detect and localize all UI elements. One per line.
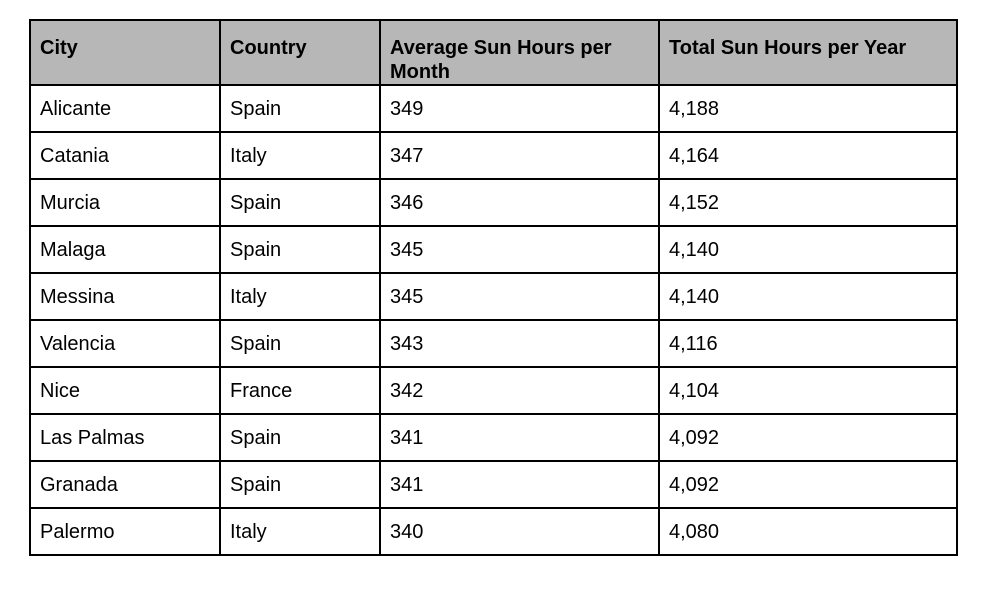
cell-country: Italy	[220, 132, 380, 179]
cell-total: 4,092	[659, 461, 957, 508]
cell-country: Italy	[220, 508, 380, 555]
header-row	[30, 20, 957, 85]
cell-average: 341	[380, 414, 659, 461]
cell-total: 4,080	[659, 508, 957, 555]
cell-total: 4,140	[659, 273, 957, 320]
table-row	[30, 508, 957, 555]
cell-city: Messina	[30, 273, 220, 320]
cell-total: 4,092	[659, 414, 957, 461]
cell-country: Spain	[220, 179, 380, 226]
cell-total: 4,116	[659, 320, 957, 367]
cell-average: 349	[380, 85, 659, 132]
cell-average: 342	[380, 367, 659, 414]
cell-country: Spain	[220, 320, 380, 367]
cell-average: 341	[380, 461, 659, 508]
cell-city: Granada	[30, 461, 220, 508]
cell-city: Valencia	[30, 320, 220, 367]
table-row	[30, 320, 957, 367]
table-header	[30, 20, 957, 85]
cell-total: 4,164	[659, 132, 957, 179]
cell-country: Italy	[220, 273, 380, 320]
table-row	[30, 179, 957, 226]
cell-average: 340	[380, 508, 659, 555]
cell-total: 4,140	[659, 226, 957, 273]
table-row	[30, 273, 957, 320]
header-total-sun-hours: Total Sun Hours per Year	[659, 20, 957, 85]
cell-city: Palermo	[30, 508, 220, 555]
cell-city: Murcia	[30, 179, 220, 226]
cell-average: 343	[380, 320, 659, 367]
table-row	[30, 132, 957, 179]
cell-city: Malaga	[30, 226, 220, 273]
cell-average: 345	[380, 226, 659, 273]
cell-city: Nice	[30, 367, 220, 414]
cell-average: 346	[380, 179, 659, 226]
cell-total: 4,152	[659, 179, 957, 226]
cell-average: 345	[380, 273, 659, 320]
cell-country: Spain	[220, 414, 380, 461]
cell-city: Las Palmas	[30, 414, 220, 461]
table-row	[30, 414, 957, 461]
header-country: Country	[220, 20, 380, 85]
table-body	[30, 85, 957, 555]
table-row	[30, 367, 957, 414]
table-row	[30, 85, 957, 132]
table-row	[30, 461, 957, 508]
cell-total: 4,188	[659, 85, 957, 132]
table-row	[30, 226, 957, 273]
header-average-sun-hours: Average Sun Hours per Month	[380, 20, 659, 85]
cell-country: Spain	[220, 461, 380, 508]
cell-country: Spain	[220, 85, 380, 132]
cell-country: France	[220, 367, 380, 414]
cell-total: 4,104	[659, 367, 957, 414]
cell-city: Catania	[30, 132, 220, 179]
header-city: City	[30, 20, 220, 85]
sun-hours-table	[29, 19, 958, 556]
cell-city: Alicante	[30, 85, 220, 132]
cell-country: Spain	[220, 226, 380, 273]
cell-average: 347	[380, 132, 659, 179]
